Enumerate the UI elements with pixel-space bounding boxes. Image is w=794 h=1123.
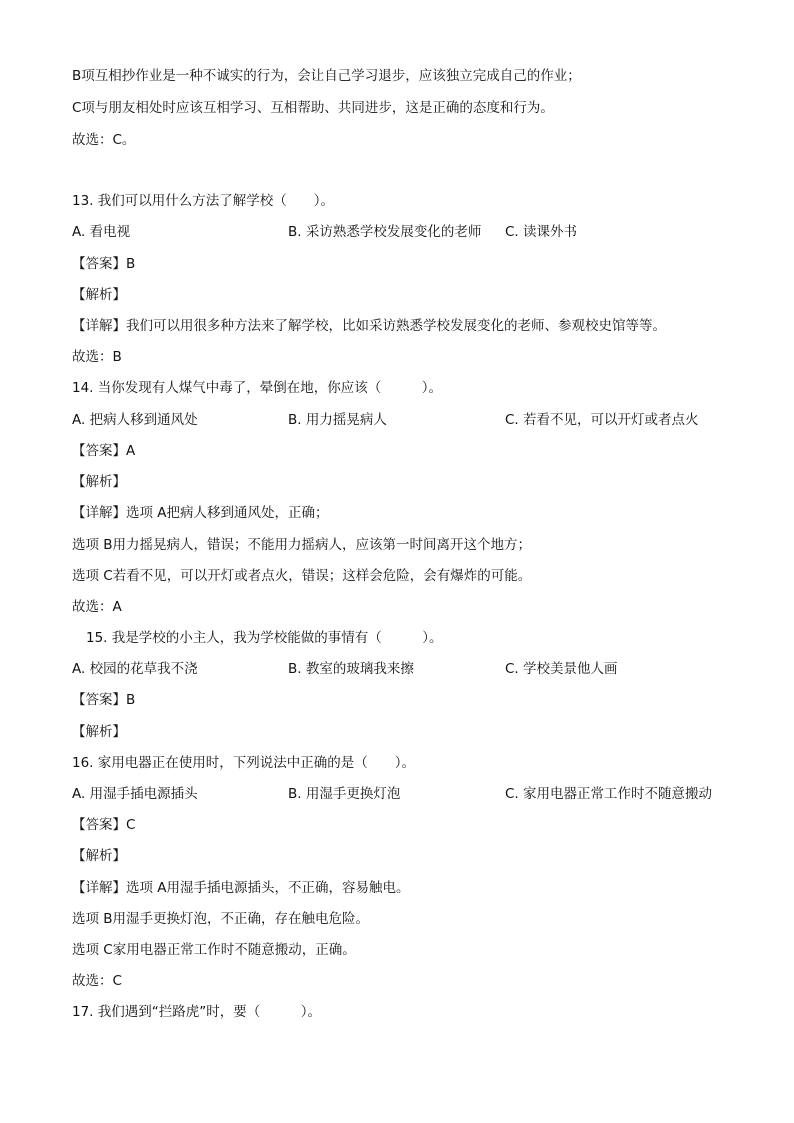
question-15-analysis-heading: 【解析】 xyxy=(72,724,126,740)
question-16-detail-1: 【详解】选项 A用湿手插电源插头，不正确，容易触电。 xyxy=(72,880,410,896)
question-16-answer: 【答案】C xyxy=(72,817,136,833)
question-13: 13. 我们可以用什么方法了解学校（ ）。 xyxy=(72,193,335,209)
analysis-line-b: B项互相抄作业是一种不诚实的行为，会让自己学习退步，应该独立完成自己的作业； xyxy=(72,68,581,84)
question-16-detail-2: 选项 B用湿手更换灯泡，不正确，存在触电危险。 xyxy=(72,911,370,927)
question-14-analysis-heading: 【解析】 xyxy=(72,474,126,490)
question-14-selection: 故选：A xyxy=(72,599,122,615)
question-16-option-a: A. 用湿手插电源插头 xyxy=(72,786,198,802)
question-14-detail-2: 选项 B用力摇晃病人，错误；不能用力摇病人，应该第一时间离开这个地方； xyxy=(72,537,532,553)
question-17: 17. 我们遇到“拦路虎”时，要（ ）。 xyxy=(72,1004,321,1020)
question-15-option-b: B. 教室的玻璃我来擦 xyxy=(288,661,414,677)
question-16-selection: 故选：C xyxy=(72,973,122,989)
question-16-option-b: B. 用湿手更换灯泡 xyxy=(288,786,401,802)
question-16: 16. 家用电器正在使用时，下列说法中正确的是（ ）。 xyxy=(72,755,416,771)
question-15-option-a: A. 校园的花草我不浇 xyxy=(72,661,198,677)
question-15: 15. 我是学校的小主人，我为学校能做的事情有（ ）。 xyxy=(86,630,443,646)
question-16-analysis-heading: 【解析】 xyxy=(72,848,126,864)
question-16-option-c: C. 家用电器正常工作时不随意搬动 xyxy=(505,786,713,802)
question-14-option-c: C. 若看不见，可以开灯或者点火 xyxy=(505,412,699,428)
question-13-analysis-heading: 【解析】 xyxy=(72,287,126,303)
question-14-option-b: B. 用力摇晃病人 xyxy=(288,412,387,428)
question-13-option-c: C. 读课外书 xyxy=(505,224,578,240)
question-16-detail-3: 选项 C家用电器正常工作时不随意搬动，正确。 xyxy=(72,942,356,958)
question-13-selection: 故选：B xyxy=(72,349,122,365)
question-13-detail: 【详解】我们可以用很多种方法来了解学校，比如采访熟悉学校发展变化的老师、参观校史馆等等。 xyxy=(72,318,666,334)
question-13-option-b: B. 采访熟悉学校发展变化的老师 xyxy=(288,224,482,240)
answer-selection: 故选：C。 xyxy=(72,132,136,148)
question-14-answer: 【答案】A xyxy=(72,443,136,459)
question-14: 14. 当你发现有人煤气中毒了，晕倒在地，你应该（ ）。 xyxy=(72,380,443,396)
question-13-answer: 【答案】B xyxy=(72,256,136,272)
question-14-option-a: A. 把病人移到通风处 xyxy=(72,412,198,428)
question-13-option-a: A. 看电视 xyxy=(72,224,131,240)
question-15-answer: 【答案】B xyxy=(72,692,136,708)
question-14-detail-3: 选项 C若看不见，可以开灯或者点火，错误；这样会危险，会有爆炸的可能。 xyxy=(72,568,532,584)
question-15-option-c: C. 学校美景他人画 xyxy=(505,661,618,677)
analysis-line-c: C项与朋友相处时应该互相学习、互相帮助、共同进步，这是正确的态度和行为。 xyxy=(72,100,554,116)
question-14-detail-1: 【详解】选项 A把病人移到通风处，正确； xyxy=(72,505,329,521)
